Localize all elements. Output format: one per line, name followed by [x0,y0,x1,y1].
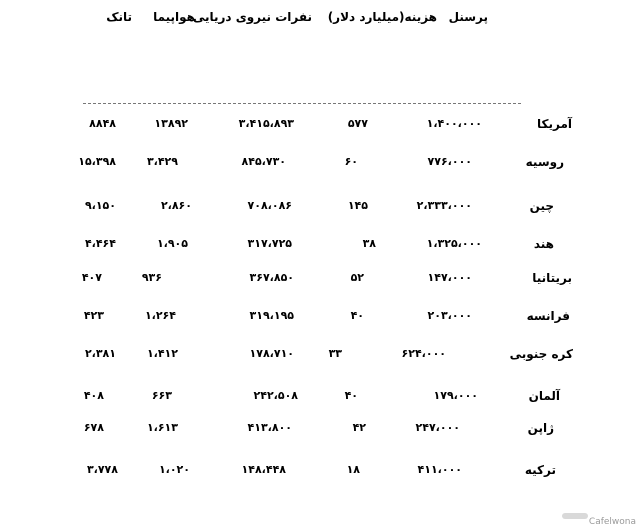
country-name: آلمان [528,389,560,403]
table-row [0,114,640,134]
personnel-value: ۶۲۴،۰۰۰ [401,347,446,360]
tank-value: ۱۵،۳۹۸ [78,155,116,168]
naval-value: ۲۴۲،۵۰۸ [253,389,298,402]
header-aircraft: هواپیما [153,10,195,24]
watermark-logo-icon [562,513,588,519]
aircraft-value: ۱،۴۱۲ [146,347,178,360]
aircraft-value: ۱۳۸۹۲ [154,117,188,130]
tank-value: ۴۲۳ [83,309,104,322]
aircraft-value: ۲،۸۶۰ [160,199,192,212]
aircraft-value: ۱،۹۰۵ [156,237,188,250]
tank-value: ۶۷۸ [83,421,104,434]
aircraft-value: ۱،۲۶۴ [144,309,176,322]
tank-value: ۴۰۸ [83,389,104,402]
naval-value: ۳۱۹،۱۹۵ [249,309,294,322]
aircraft-value: ۳،۴۲۹ [146,155,178,168]
table-row [0,196,640,216]
cost-value: ۳۸ [362,237,376,250]
table-row [0,234,640,254]
country-name: آمریکا [537,117,572,131]
table-row [0,386,640,406]
watermark: Cafelwona [588,517,636,527]
cost-value: ۴۰ [350,309,364,322]
aircraft-value: ۱،۰۲۰ [158,463,190,476]
personnel-value: ۱،۳۲۵،۰۰۰ [426,237,482,250]
country-name: فرانسه [526,309,570,323]
naval-value: ۱۷۸،۷۱۰ [249,347,294,360]
personnel-value: ۲،۳۳۳،۰۰۰ [416,199,472,212]
personnel-value: ۱۴۷،۰۰۰ [427,271,472,284]
header-personnel: پرسنل [448,10,488,24]
naval-value: ۸۴۵،۷۳۰ [241,155,286,168]
country-name: کره جنوبی [509,347,573,361]
table-row [0,418,640,438]
naval-value: ۳۱۷،۷۲۵ [247,237,292,250]
personnel-value: ۲۴۷،۰۰۰ [415,421,460,434]
table-row [0,344,640,364]
tank-value: ۹،۱۵۰ [84,199,116,212]
dashed-divider [83,103,521,104]
header-tank: تانک [106,10,132,24]
cost-value: ۴۰ [344,389,358,402]
header-naval: نفرات نیروی دریایی [192,10,312,24]
tank-value: ۴۰۷ [81,271,102,284]
table-row [0,268,640,288]
cost-value: ۶۰ [344,155,358,168]
country-name: ترکیه [524,463,556,477]
personnel-value: ۱،۴۰۰،۰۰۰ [426,117,482,130]
naval-value: ۴۱۳،۸۰۰ [247,421,292,434]
tank-value: ۲،۳۸۱ [84,347,116,360]
personnel-value: ۲۰۳،۰۰۰ [427,309,472,322]
tank-value: ۳،۷۷۸ [86,463,118,476]
cost-value: ۵۲ [350,271,364,284]
cost-value: ۱۴۵ [347,199,368,212]
tank-value: ۴،۴۶۴ [84,237,116,250]
header-cost: هزینه(میلیارد دلار) [327,10,437,24]
aircraft-value: ۱،۶۱۳ [146,421,178,434]
cost-value: ۱۸ [346,463,360,476]
cost-value: ۳۳ [328,347,342,360]
table-row [0,152,640,172]
tank-value: ۸۸۴۸ [89,117,116,130]
country-name: هند [533,237,554,251]
aircraft-value: ۹۳۶ [141,271,162,284]
table-row [0,460,640,480]
cost-value: ۵۷۷ [347,117,368,130]
country-name: ژاپن [527,421,554,435]
personnel-value: ۷۷۶،۰۰۰ [427,155,472,168]
naval-value: ۳۶۷،۸۵۰ [249,271,294,284]
country-name: بریتانیا [532,271,572,285]
naval-value: ۳،۴۱۵،۸۹۳ [238,117,294,130]
personnel-value: ۴۱۱،۰۰۰ [417,463,462,476]
country-name: چین [529,199,554,213]
naval-value: ۷۰۸،۰۸۶ [247,199,292,212]
naval-value: ۱۴۸،۴۴۸ [241,463,286,476]
aircraft-value: ۶۶۳ [151,389,172,402]
country-name: روسیه [525,155,564,169]
table-row [0,306,640,326]
personnel-value: ۱۷۹،۰۰۰ [433,389,478,402]
cost-value: ۴۲ [352,421,366,434]
